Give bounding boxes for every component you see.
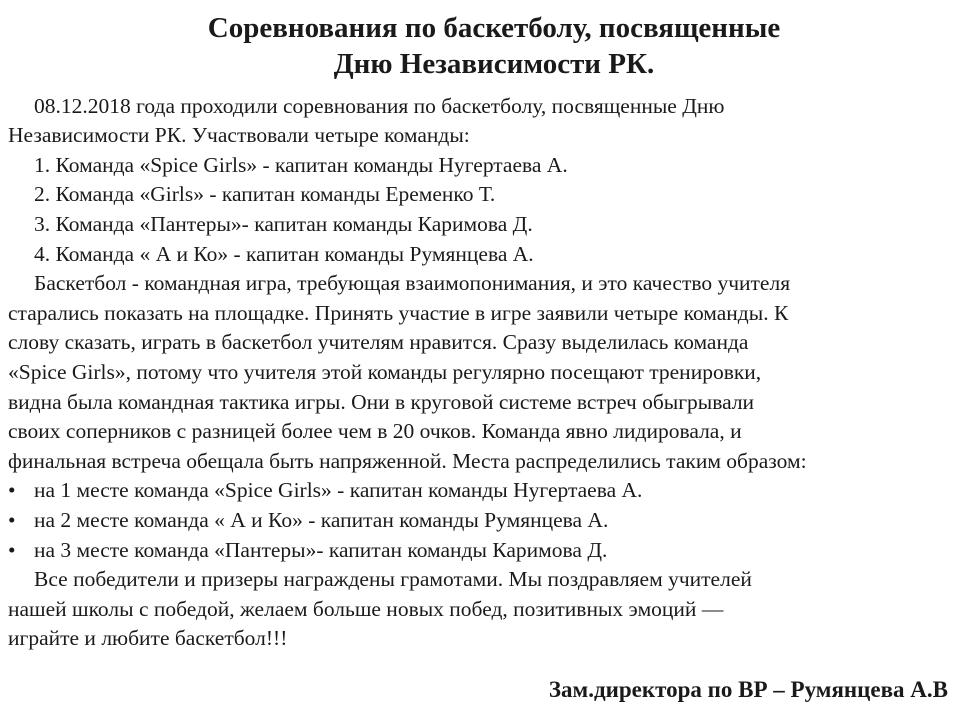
signature: Зам.директора по ВР – Румянцева А.В <box>548 677 948 702</box>
body-paragraph-line-4: «Spice Girls», потому что учителя этой команды регулярно посещают тренировки, <box>8 360 762 384</box>
result-text: на 3 месте команда «Пантеры»- капитан команды Каримова Д. <box>34 538 608 562</box>
result-item-3 <box>8 537 607 563</box>
bullet-icon: • <box>8 538 16 562</box>
bullet-icon: • <box>8 478 16 502</box>
result-item-2 <box>8 507 608 533</box>
body-paragraph-line-2: старались показать на площадке. Принять участие в игре заявили четыре команды. К <box>8 301 789 325</box>
intro-line-1: 08.12.2018 года проходили соревнования по баскетболу, посвященные Дню <box>34 94 725 118</box>
document-title-line-2: Дню Независимости РК. <box>333 48 655 80</box>
result-text: на 2 месте команда « А и Ко» - капитан команды Румянцева А. <box>34 508 609 532</box>
body-paragraph-line-5: видна была командная тактика игры. Они в круговой системе встреч обыгрывали <box>8 390 755 414</box>
bullet-icon: • <box>8 508 16 532</box>
team-item-3: 3. Команда «Пантеры»- капитан команды Каримова Д. <box>34 212 533 236</box>
team-item-2: 2. Команда «Girls» - капитан команды Еременко Т. <box>34 182 496 206</box>
body-paragraph-line-1: Баскетбол - командная игра, требующая взаимопонимания, и это качество учителя <box>34 271 791 295</box>
body-paragraph-line-6: своих соперников с разницей более чем в 20 очков. Команда явно лидировала, и <box>8 419 742 443</box>
team-item-4: 4. Команда « А и Ко» - капитан команды Румянцева А. <box>34 242 534 266</box>
closing-line-3: играйте и любите баскетбол!!! <box>8 626 288 650</box>
closing-line-2: нашей школы с победой, желаем больше новых побед, позитивных эмоций — <box>8 597 724 621</box>
document-title-line-1: Соревнования по баскетболу, посвященные <box>207 12 781 44</box>
closing-line-1: Все победители и призеры награждены грамотами. Мы поздравляем учителей <box>34 567 752 591</box>
result-text: на 1 месте команда «Spice Girls» - капитан команды Нугертаева А. <box>34 478 643 502</box>
body-paragraph-line-7: финальная встреча обещала быть напряженной. Места распределились таким образом: <box>8 449 807 473</box>
intro-line-2: Независимости РК. Участвовали четыре команды: <box>8 123 470 147</box>
result-item-1 <box>8 477 642 503</box>
team-item-1: 1. Команда «Spice Girls» - капитан команды Нугертаева А. <box>34 153 568 177</box>
body-paragraph-line-3: слову сказать, играть в баскетбол учителям нравится. Сразу выделилась команда <box>8 330 749 354</box>
